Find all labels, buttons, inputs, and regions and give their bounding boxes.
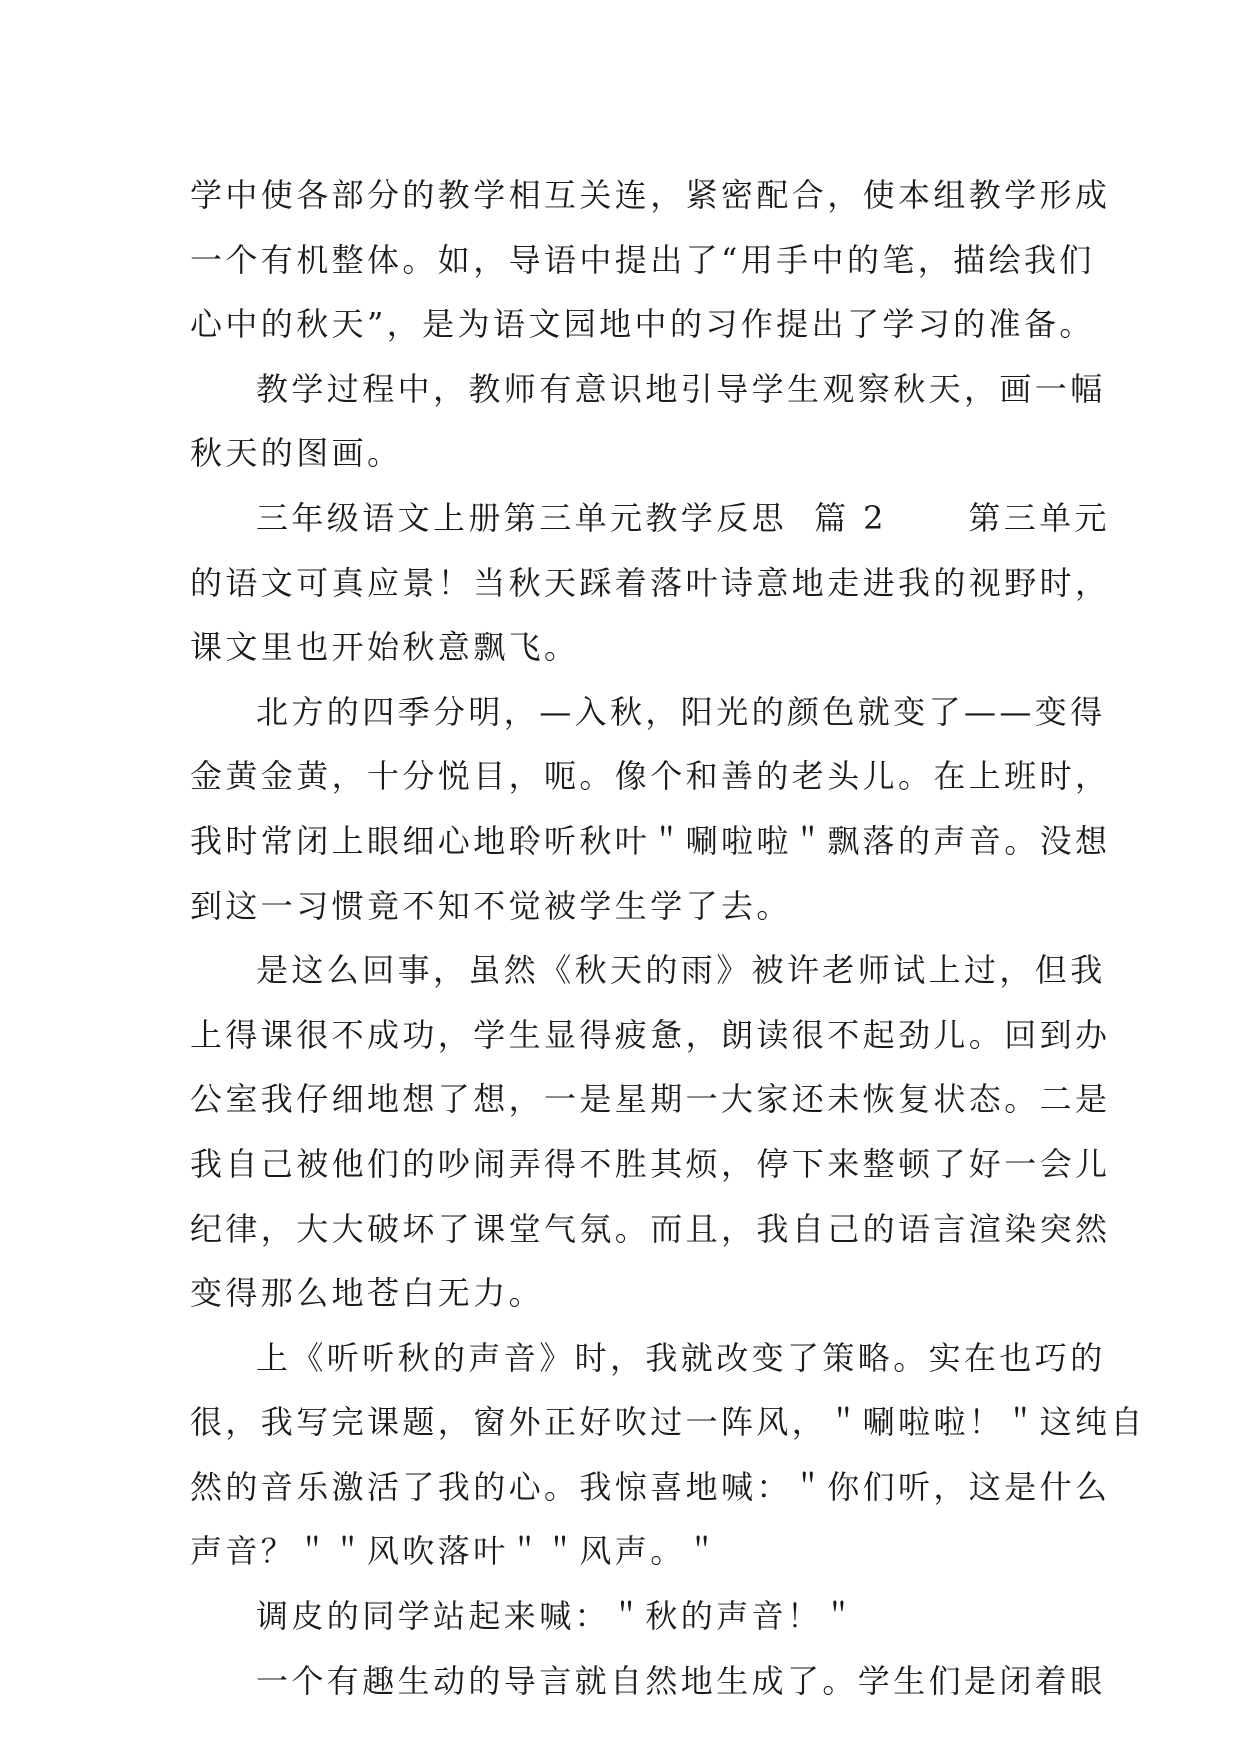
text-line: 调皮的同学站起来喊：＂秋的声音！＂ — [256, 1597, 858, 1636]
text-line: 北方的四季分明，—入秋，阳光的颜色就变了——变得 — [256, 692, 1106, 731]
text-line: 的语文可真应景！当秋天踩着落叶诗意地走进我的视野时， — [190, 563, 1111, 602]
text-line: 我自己被他们的吵闹弄得不胜其烦，停下来整顿了好一会儿 — [190, 1144, 1111, 1183]
text-line: 上得课很不成功，学生显得疲惫，朗读很不起劲儿。回到办 — [190, 1015, 1111, 1054]
text-line: 一个有机整体。如，导语中提出了“用手中的笔，描绘我们 — [190, 240, 1095, 279]
text-line: 三年级语文上册第三单元教学反思 篇 2 第三单元 — [256, 498, 1110, 537]
text-line: 很，我写完课题，窗外正好吹过一阵风，＂唰啦啦！＂这纯自 — [190, 1403, 1146, 1442]
text-line: 心中的秋天”，是为语文园地中的习作提出了学习的准备。 — [190, 305, 1095, 344]
text-line: 学中使各部分的教学相互关连，紧密配合，使本组教学形成 — [190, 176, 1111, 214]
text-line: 到这一习惯竟不知不觉被学生学了去。 — [190, 886, 792, 925]
text-line: 我时常闭上眼细心地聆听秋叶＂唰啦啦＂飘落的声音。没想 — [190, 821, 1111, 860]
text-line: 教学过程中，教师有意识地引导学生观察秋天，画一幅 — [256, 369, 1106, 408]
text-line: 一个有趣生动的导言就自然地生成了。学生们是闭着眼 — [256, 1661, 1106, 1700]
text-line: 声音？＂＂风吹落叶＂＂风声。＂ — [190, 1532, 722, 1571]
text-line: 金黄金黄，十分悦目，呃。像个和善的老头儿。在上班时， — [190, 757, 1111, 796]
text-line: 纪律，大大破坏了课堂气氛。而且，我自己的语言渲染突然 — [190, 1209, 1111, 1248]
text-line: 课文里也开始秋意飘飞。 — [190, 628, 580, 667]
text-line: 是这么回事，虽然《秋天的雨》被许老师试上过，但我 — [256, 951, 1106, 990]
text-line: 变得那么地苍白无力。 — [190, 1274, 545, 1313]
body-text — [190, 163, 1146, 1713]
text-line: 秋天的图画。 — [190, 434, 403, 473]
text-line: 然的音乐激活了我的心。我惊喜地喊：＂你们听，这是什么 — [190, 1467, 1111, 1506]
text-line: 上《听听秋的声音》时，我就改变了策略。实在也巧的 — [256, 1338, 1106, 1377]
text-line: 公室我仔细地想了想，一是星期一大家还未恢复状态。二是 — [190, 1080, 1111, 1119]
